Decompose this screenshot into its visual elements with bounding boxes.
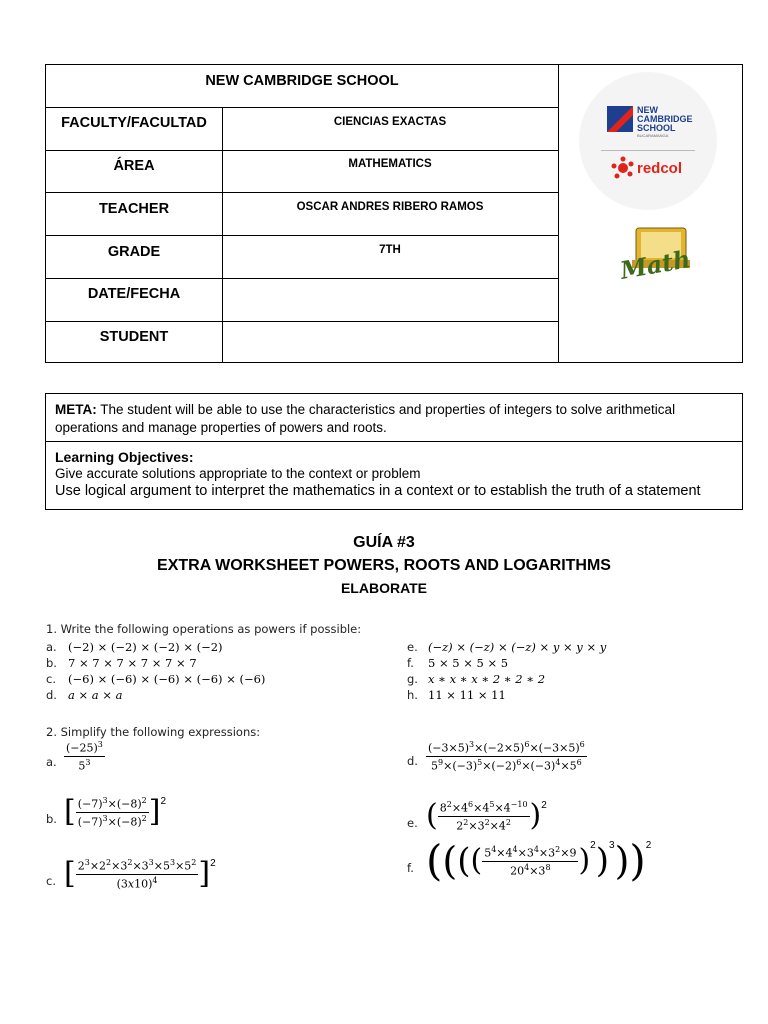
logo-text-cambridge: CAMBRIDGE [637, 114, 693, 124]
objective-2: Use logical argument to interpret the mathematics in a context or to establish the truth of a statement [55, 483, 701, 499]
logo-text-school: SCHOOL [637, 123, 676, 133]
q2-c-label: c. [46, 874, 56, 888]
school-logo [579, 72, 717, 210]
q1-g-label: g. [407, 672, 418, 686]
teacher-label: TEACHER [98, 201, 170, 217]
q2-d-expr: $\frac{(-3\times 5)^3\times(-2\times 5)^6\times(-3\times 5)^6}{5^9\times(-3)^5\times(-2)^6\times(-3)^4\times 5^6}$ [428, 740, 585, 773]
grade-value: 7TH [379, 244, 401, 256]
q1-a-expr: (−2) × (−2) × (−2) × (−2) [68, 640, 223, 654]
q1-d-expr: a × a × a [68, 688, 123, 702]
table-divider [46, 192, 558, 193]
objectives-title: Learning Objectives: [55, 449, 194, 465]
table-divider [46, 107, 558, 108]
table-divider [46, 235, 558, 236]
logo-text-new: NEW [637, 105, 658, 115]
logo-divider [601, 150, 695, 151]
q1-a-label: a. [46, 640, 57, 654]
q2-a-label: a. [46, 755, 57, 769]
math-logo-text: Math [618, 244, 693, 285]
q1-b-expr: 7 × 7 × 7 × 7 × 7 × 7 [68, 656, 197, 670]
faculty-label: FACULTY/FACULTAD [61, 115, 207, 131]
q2-f-label: f. [407, 861, 414, 875]
q1-h-expr: 11 × 11 × 11 [428, 688, 506, 702]
objective-1: Give accurate solutions appropriate to the context or problem [55, 466, 421, 481]
q1-e-label: e. [407, 640, 418, 654]
redcol-text: redcol [637, 160, 683, 177]
table-divider [46, 150, 558, 151]
guide-title: EXTRA WORKSHEET POWERS, ROOTS AND LOGARITHMS [157, 557, 611, 574]
meta-divider [46, 441, 742, 442]
q1-prompt: 1. Write the following operations as powers if possible: [46, 622, 362, 636]
guide-number: GUÍA #3 [353, 534, 415, 551]
area-value: MATHEMATICS [348, 158, 432, 170]
q2-c-expr: [ $\frac{2^3\times 2^2\times 3^2\times 3^3\times 5^3\times 5^2}{(3x10)^4}$ ]$^2$ [64, 856, 216, 892]
q2-a-expr: $\frac{(-25)^3}{5^3}$ [66, 740, 103, 773]
faculty-value: CIENCIAS EXACTAS [333, 116, 447, 128]
q2-e-expr: ( $\frac{8^2\times 4^6\times 4^5\times 4^{-10}}{2^2\times 3^2\times 4^2}$ )$^2$ [426, 798, 547, 834]
redcol-icon [611, 156, 635, 180]
q1-b-label: b. [46, 656, 57, 670]
date-label: DATE/FECHA [87, 286, 181, 302]
q1-c-label: c. [46, 672, 56, 686]
q2-e-label: e. [407, 816, 418, 830]
guide-phase: ELABORATE [340, 580, 428, 596]
q1-h-label: h. [407, 688, 418, 702]
q1-c-expr: (−6) × (−6) × (−6) × (−6) × (−6) [68, 672, 266, 686]
q1-e-expr: (−z) × (−z) × (−z) × y × y × y [428, 640, 607, 654]
flag-icon [607, 106, 633, 132]
logo-text-city: BUCARAMANGA [637, 133, 669, 138]
q1-f-label: f. [407, 656, 414, 670]
table-divider [46, 278, 558, 279]
teacher-value: OSCAR ANDRES RIBERO RAMOS [296, 201, 484, 213]
q2-d-label: d. [407, 754, 418, 768]
math-logo [614, 224, 698, 286]
table-divider [46, 321, 558, 322]
school-name: NEW CAMBRIDGE SCHOOL [205, 73, 399, 89]
table-divider [558, 65, 559, 362]
q2-f-expr: (((( $\frac{5^4\times 4^4\times 3^4\times 3^2\times 9}{20^4\times 3^8}$ )$^2$)$^3$))$^2$ [426, 836, 652, 885]
q1-d-label: d. [46, 688, 57, 702]
q1-f-expr: 5 × 5 × 5 × 5 [428, 656, 509, 670]
q2-b-label: b. [46, 812, 57, 826]
student-label: STUDENT [99, 329, 169, 345]
meta-paragraph [55, 401, 730, 437]
area-label: ÁREA [113, 158, 155, 174]
q2-b-expr: [ $\frac{(-7)^3\times(-8)^2}{(-7)^3\times(-8)^2}$ ]$^2$ [64, 794, 167, 830]
q2-prompt: 2. Simplify the following expressions: [46, 725, 261, 739]
meta-text: The student will be able to use the characteristics and properties of integers to solve arithmetical operations and manage properties of powers and roots. [55, 402, 676, 435]
meta-box [45, 393, 743, 510]
meta-label: META: [55, 402, 97, 417]
grade-label: GRADE [107, 244, 161, 260]
q1-g-expr: x ∗ x ∗ x ∗ 2 ∗ 2 ∗ 2 [428, 672, 546, 686]
